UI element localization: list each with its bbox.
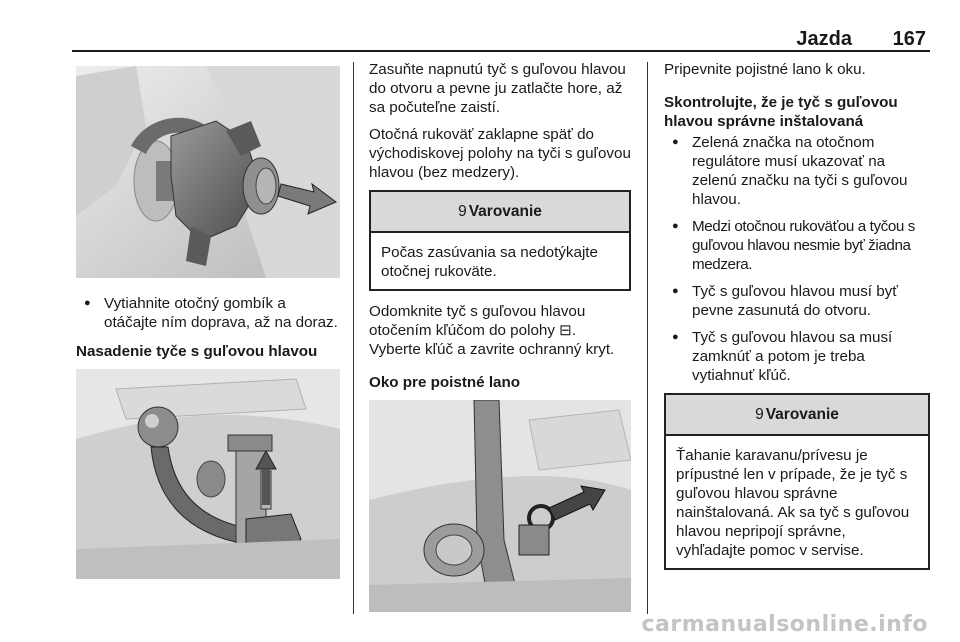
page-header — [72, 24, 930, 50]
paragraph: Pripevnite pojistné lano k oku. — [664, 61, 866, 78]
column-divider-2 — [647, 62, 648, 614]
warning-icon: 9 — [458, 203, 467, 220]
column-middle — [369, 60, 631, 612]
knob-illustration — [76, 66, 340, 278]
list-item: ● Vytiahnite otočný gombík a otáčajte ním doprava, až na doraz. — [76, 294, 340, 332]
list-item: ● Tyč s guľovou hlavou sa musí zamknúť a potom je treba vytiahnuť kľúč. — [664, 328, 930, 385]
warning-text: Ťahanie karavanu/prívesu je prípustné len v prípade, že je tyč s guľovou hlavou správne nainštalovaná. Ak sa tyč s guľovou hlavou nepripojí správne, vyhľadajte pomoc v servise. — [676, 447, 910, 559]
header-rule — [72, 50, 930, 52]
column-right — [664, 60, 930, 570]
column-divider-1 — [353, 62, 354, 614]
figure-safety-eye — [369, 400, 631, 612]
section-heading-eye: Oko pre poistné lano — [369, 374, 521, 391]
section-heading-install: Nasadenie tyče s guľovou hlavou — [76, 343, 318, 360]
figure-knob — [76, 66, 340, 278]
towbar-illustration — [76, 369, 340, 579]
paragraph: Zasuňte napnutú tyč s guľovou hlavou do otvoru a pevne ju zatlačte hore, až sa počuteľne zaistí. — [369, 61, 626, 116]
paragraph: Otočná rukoväť zaklapne späť do východiskovej polohy na tyči s guľovou hlavou (bez medzery). — [369, 126, 631, 181]
page-number: 167 — [892, 28, 926, 50]
section-heading-check: Skontrolujte, že je tyč s guľovou hlavou správne inštalovaná — [664, 94, 898, 130]
column-left — [76, 60, 340, 579]
list-item: ● Zelená značka na otočnom regulátore musí ukazovať na zelenú značku na tyči s guľovou hlavou. — [664, 133, 930, 209]
safety-eye-illustration — [369, 400, 631, 612]
list-item: ● Tyč s guľovou hlavou musí byť pevne zasunutá do otvoru. — [664, 282, 930, 320]
check-list — [664, 133, 930, 385]
warning-label: Varovanie — [468, 203, 542, 220]
warning-title — [371, 192, 629, 233]
warning-label: Varovanie — [765, 406, 839, 423]
warning-title — [666, 395, 928, 436]
warning-text: Počas zasúvania sa nedotýkajte otočnej rukoväte. — [381, 244, 598, 280]
paragraph: Odomknite tyč s guľovou hlavou otočením kľúčom do polohy ⊟. — [369, 303, 586, 339]
warning-box — [369, 190, 631, 291]
paragraph: Vyberte kľúč a zavrite ochranný kryt. — [369, 341, 615, 358]
instruction-list — [76, 294, 340, 332]
figure-towbar-install — [76, 369, 340, 579]
watermark: carmanualsonline.info — [641, 612, 928, 637]
warning-box — [664, 393, 930, 570]
warning-icon: 9 — [755, 406, 764, 423]
section-title: Jazda — [796, 28, 852, 50]
list-item: ● Medzi otočnou rukoväťou a tyčou s guľovou hlavou nesmie byť žiadna medzera. — [664, 217, 930, 274]
footer — [0, 612, 960, 642]
